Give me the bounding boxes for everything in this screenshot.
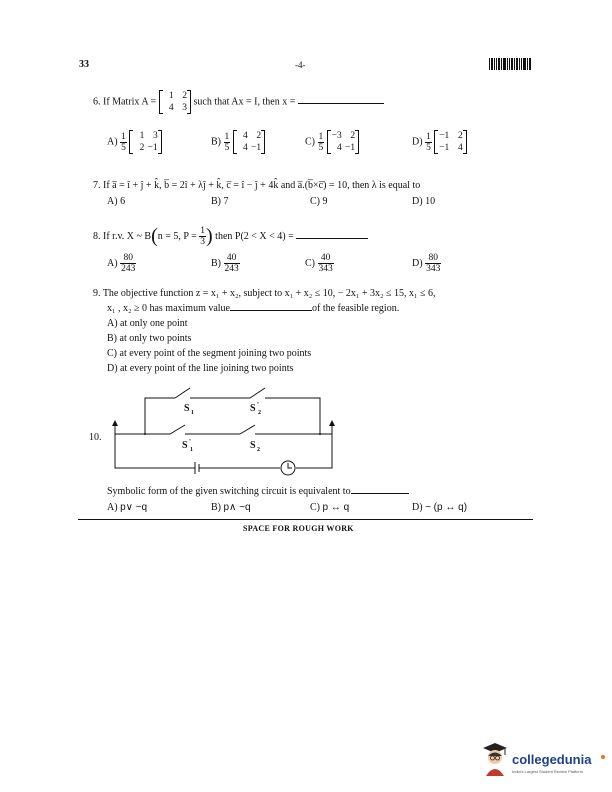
page-center-mark: -4- bbox=[295, 60, 306, 70]
q9-option-a: A) at only one point bbox=[107, 318, 188, 329]
q6-matrix: 1 2 4 3 bbox=[159, 90, 191, 114]
switch-s1-prime bbox=[170, 425, 185, 434]
label-s1-prime: S bbox=[182, 440, 188, 451]
q8-option-c: C) $\frac{40}{343}$ bbox=[305, 253, 333, 274]
brand-dot bbox=[601, 755, 605, 759]
q8-option-a: A) $\frac{80}{243}$ bbox=[107, 253, 136, 274]
q7-option-d: D) 10 bbox=[412, 196, 436, 207]
q6-option-d: D) $\frac{1}{5}$ −1 2 −1 4 bbox=[412, 130, 467, 154]
q6-option-a: A) $\frac{1}{5}$ 1 3 2 −1 bbox=[107, 130, 162, 154]
label-s2: S bbox=[250, 440, 256, 451]
answer-blank bbox=[351, 493, 409, 494]
label-s2-prime-mark: ' bbox=[257, 401, 259, 409]
barcode-image bbox=[489, 58, 531, 70]
battery-symbol bbox=[195, 462, 199, 474]
q6-post: such that Ax = I, then x = bbox=[193, 96, 296, 108]
label-s1-prime-mark: ' bbox=[189, 438, 191, 446]
q7-option-a: A) 6 bbox=[107, 196, 126, 207]
footer-divider bbox=[78, 519, 533, 520]
q6-pre: If Matrix A = bbox=[103, 96, 157, 108]
q10-option-b: B) p∧ ~q bbox=[211, 502, 251, 513]
brand-tagline: India's Largest Student Review Platform bbox=[512, 769, 584, 774]
q10-option-d: D) ~ (p ↔ q) bbox=[412, 502, 468, 513]
q10-option-a: A) p∨ ~q bbox=[107, 502, 148, 513]
student-mascot-icon bbox=[480, 740, 510, 776]
label-s1-sub: 1 bbox=[191, 410, 194, 416]
answer-blank bbox=[230, 310, 312, 311]
q10-stem: Symbolic form of the given switching circuit is equivalent to bbox=[107, 486, 409, 497]
q8-option-d: D) $\frac{80}{343}$ bbox=[412, 253, 441, 274]
label-s2-prime: S bbox=[250, 403, 256, 414]
q9-option-c: C) at every point of the segment joining two points bbox=[107, 348, 312, 359]
label-s2-prime-sub: 2 bbox=[258, 410, 261, 416]
answer-blank bbox=[298, 103, 384, 104]
q6-option-b: B) $\frac{1}{5}$ 4 2 4 −1 bbox=[211, 130, 265, 154]
q10-option-c: C) p ↔ q bbox=[310, 502, 350, 513]
label-s2-sub: 2 bbox=[257, 447, 260, 453]
q9-line-1: 9. The objective function z = x₁ + x₂, subject to x₁ + x₂ ≤ 10, − 2x₁ + 3x₂ ≤ 15, x₁ ≤ 6, bbox=[93, 288, 436, 299]
page-number: 33 bbox=[79, 59, 89, 70]
q6-option-c: C) $\frac{1}{5}$ −3 2 4 −1 bbox=[305, 130, 359, 154]
rough-work-label: SPACE FOR ROUGH WORK bbox=[243, 524, 354, 533]
q7-option-b: B) 7 bbox=[211, 196, 229, 207]
q6-number: 6. bbox=[93, 96, 101, 108]
q8-stem: 8. If r.v. X ~ B(n = 5, P = $\frac{1}{3}$ ) then P(2 < X < 4) = bbox=[93, 225, 368, 248]
label-s1: S bbox=[184, 403, 190, 414]
q10-number: 10. bbox=[89, 432, 102, 443]
q7-option-c: C) 9 bbox=[310, 196, 328, 207]
upper-branch-wire bbox=[145, 398, 175, 434]
answer-blank bbox=[296, 238, 368, 239]
switch-s2-prime bbox=[250, 388, 265, 398]
q9-option-b: B) at only two points bbox=[107, 333, 192, 344]
q6-stem bbox=[93, 90, 384, 114]
q9-line-2: x₁ , x₂ ≥ 0 has maximum value of the feasible region. bbox=[107, 303, 400, 314]
switch-s2 bbox=[240, 425, 255, 434]
q8-option-b: B) $\frac{40}{243}$ bbox=[211, 253, 239, 274]
brand-name: collegedunia bbox=[512, 752, 592, 767]
q7-stem: 7. If a̅ = î + ĵ + k̂, b̅ = 2î + λĵ + k̂, c̅ = î − ĵ + 4k̂ and a̅.(b̅×c̅) = 10, then λ is equal to bbox=[93, 180, 421, 191]
label-s1-prime-sub: 1 bbox=[190, 447, 193, 453]
switching-circuit-diagram bbox=[100, 380, 350, 490]
q9-option-d: D) at every point of the line joining two points bbox=[107, 363, 294, 374]
switch-s1 bbox=[175, 388, 190, 398]
